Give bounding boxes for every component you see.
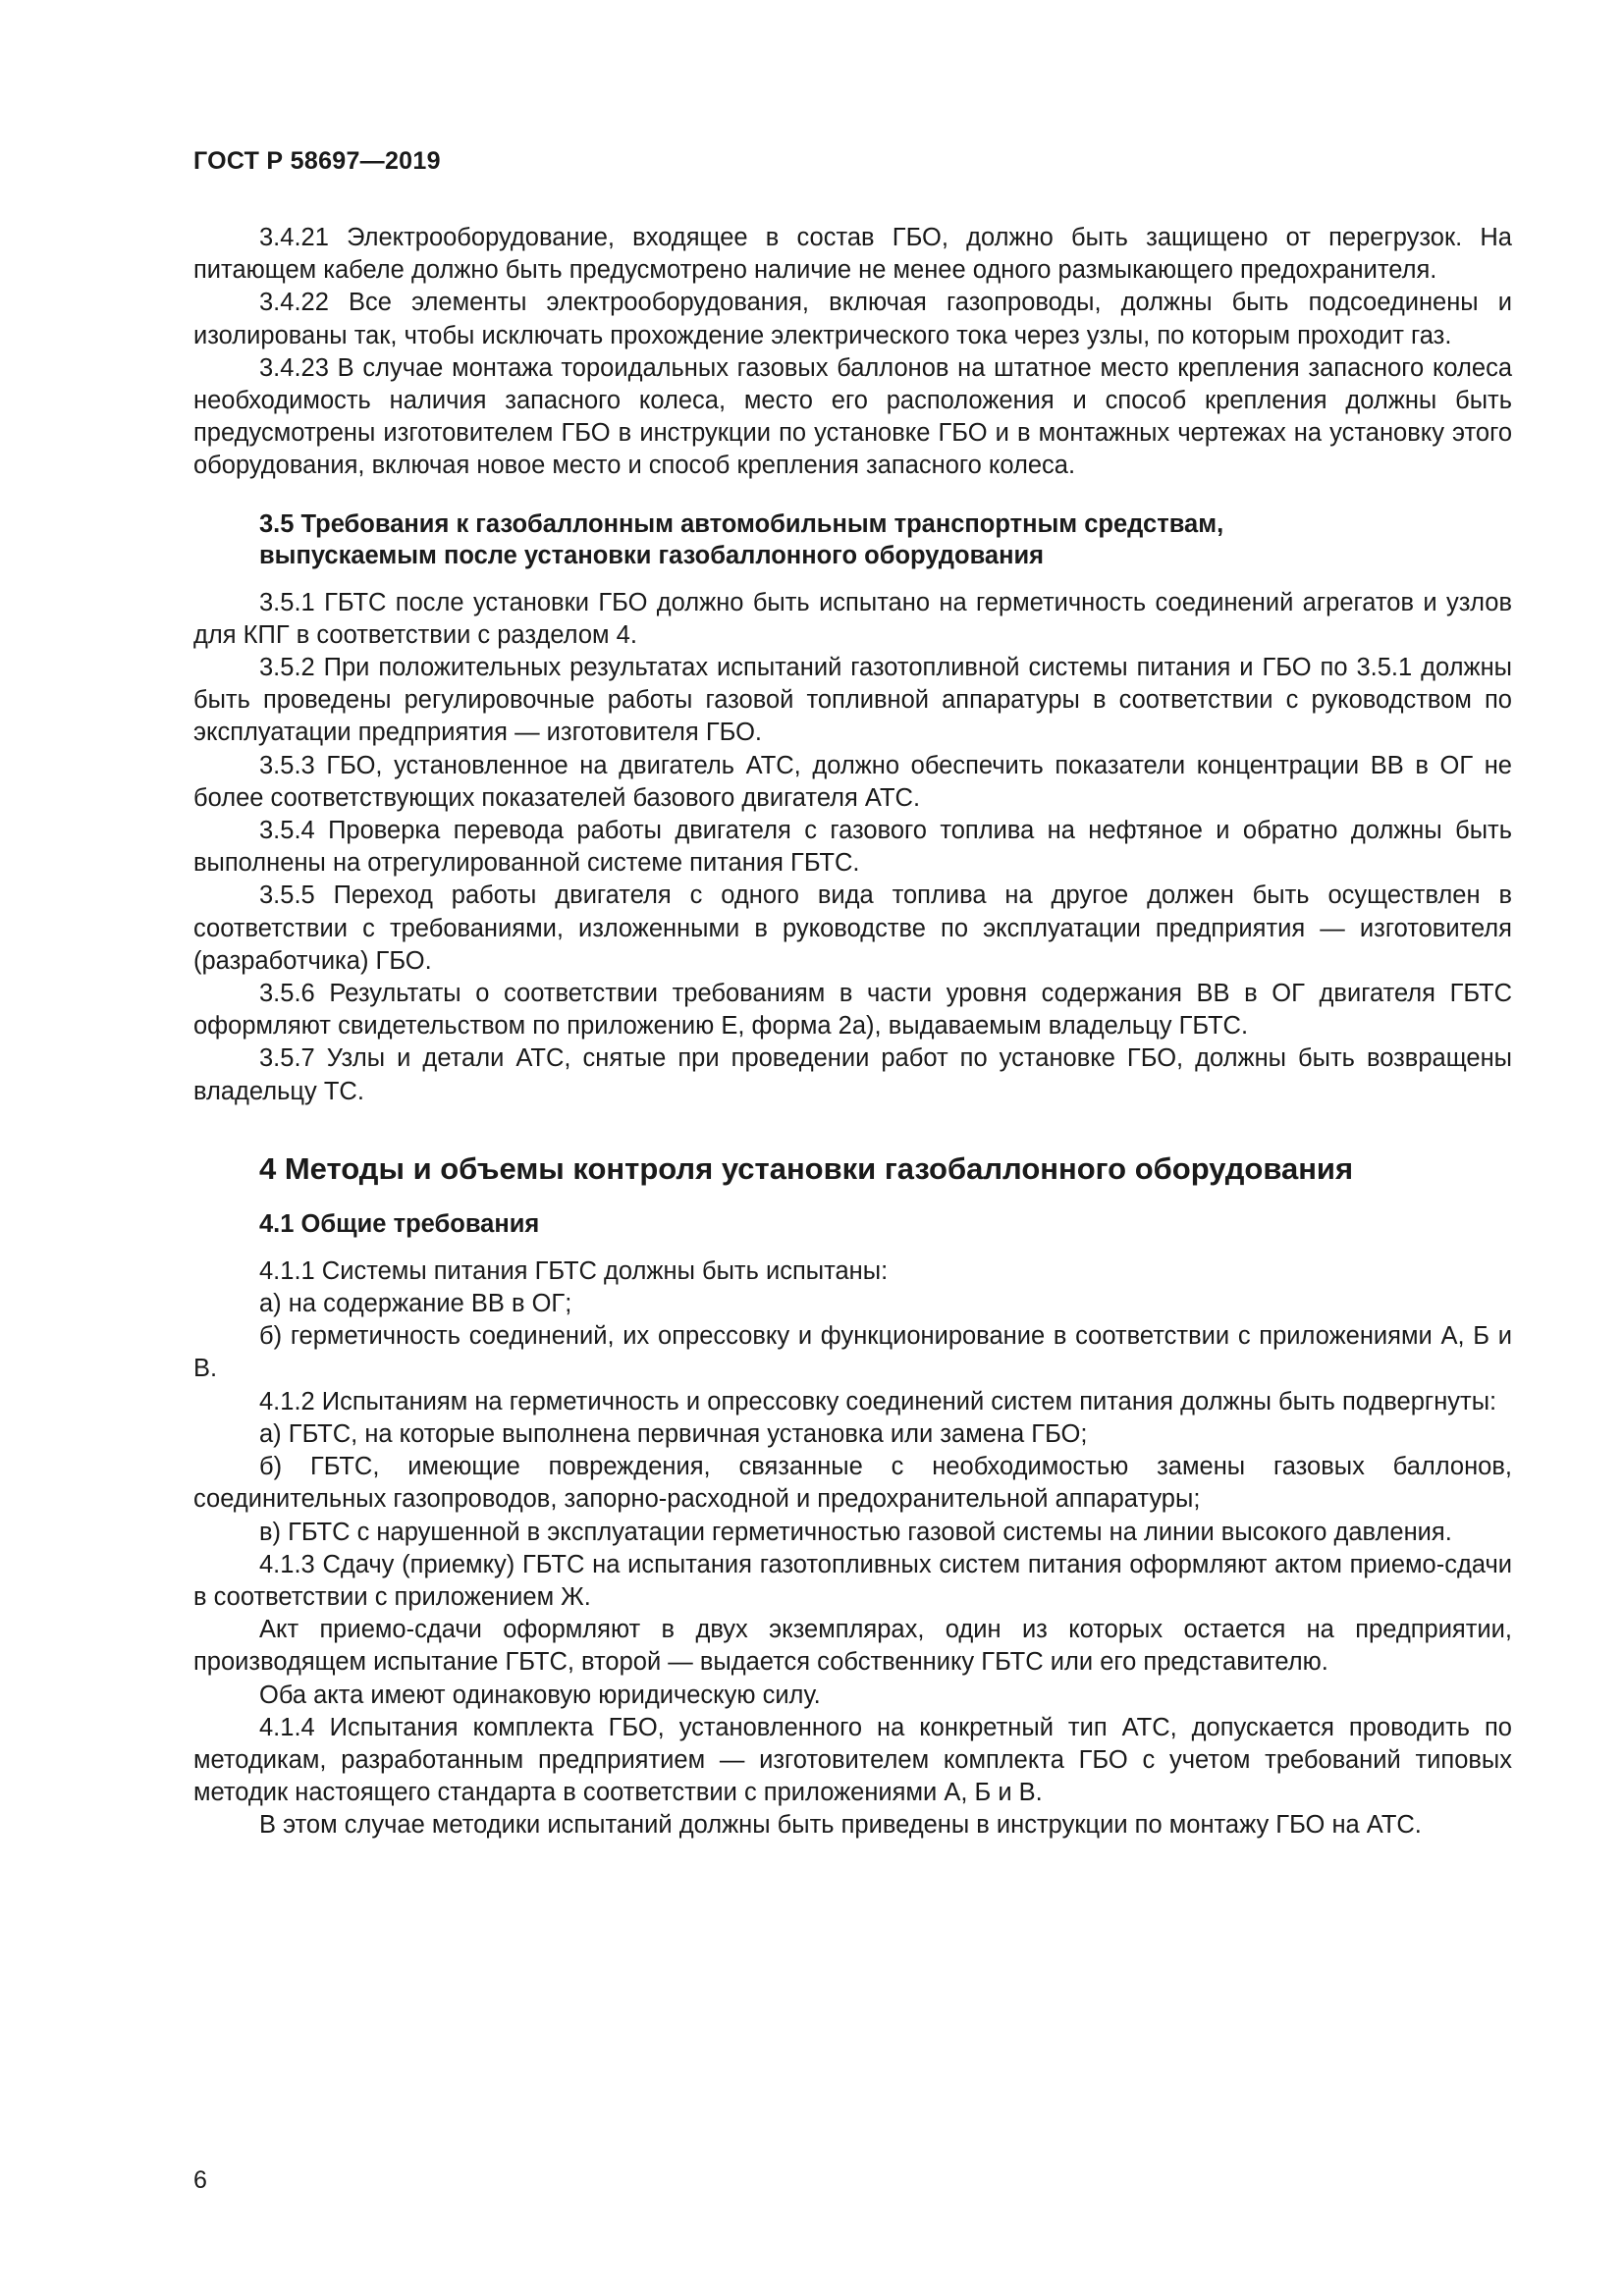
paragraph-3-5-6: 3.5.6 Результаты о соответствии требованиям в части уровня содержания ВВ в ОГ двигателя ГБТС оформляют свидетельством по приложению Е, форма 2а), выдаваемым владельцу ГБТС. — [193, 980, 1512, 1041]
page-number: 6 — [193, 2166, 207, 2194]
section-heading-3-5-line2: выпускаемым после установки газобаллонного оборудования — [259, 541, 1045, 569]
paragraph-4-1-2: 4.1.2 Испытаниям на герметичность и опрессовку соединений систем питания должны быть подвергнуты: — [259, 1387, 1497, 1415]
paragraph-4-1-1: 4.1.1 Системы питания ГБТС должны быть испытаны: — [259, 1256, 889, 1285]
section-heading-4: 4 Методы и объемы контроля установки газобаллонного оборудования — [259, 1150, 1354, 1186]
paragraph-4-1-3-force: Оба акта имеют одинаковую юридическую силу. — [259, 1681, 821, 1709]
paragraph-3-5-7: 3.5.7 Узлы и детали АТС, снятые при проведении работ по установке ГБО, должны быть возвращены владельцу ТС. — [193, 1044, 1512, 1105]
document-body — [193, 222, 1512, 1842]
list-item-4-1-2-a: а) ГБТС, на которые выполнена первичная установка или замена ГБО; — [259, 1419, 1088, 1448]
section-heading-4-1: 4.1 Общие требования — [259, 1209, 540, 1238]
list-item-4-1-2-b: б) ГБТС, имеющие повреждения, связанные с необходимостью замены газовых баллонов, соединительных газопроводов, запорно-расходной и предохранительной аппаратуры; — [193, 1453, 1512, 1514]
paragraph-3-5-4: 3.5.4 Проверка перевода работы двигателя с газового топлива на нефтяное и обратно должны быть выполнены на отрегулированной системе питания ГБТС. — [193, 817, 1512, 878]
section-heading-3-5-line1: 3.5 Требования к газобаллонным автомобильным транспортным средствам, — [259, 509, 1224, 538]
paragraph-3-5-2: 3.5.2 При положительных результатах испытаний газотопливной системы питания и ГБО по 3.5.1 должны быть проведены регулировочные работы газовой топливной аппаратуры в соответствии с руководством по эксплуатации предприятия — изготовителя ГБО. — [193, 654, 1512, 747]
paragraph-3-4-22: 3.4.22 Все элементы электрооборудования, включая газопроводы, должны быть подсоединены и изолированы так, чтобы исключать прохождение электрического тока через узлы, по которым проходит газ. — [193, 289, 1512, 349]
paragraph-3-4-23: 3.4.23 В случае монтажа тороидальных газовых баллонов на штатное место крепления запасного колеса необходимость наличия запасного колеса, место его расположения и способ крепления должны быть предусмотрены изготовителем ГБО в инструкции по установке ГБО и в монтажных чертежах на установку этого оборудования, включая новое место и способ крепления запасного колеса. — [193, 353, 1512, 480]
paragraph-4-1-4: 4.1.4 Испытания комплекта ГБО, установленного на конкретный тип АТС, допускается проводить по методикам, разработанным предприятием — изготовителем комплекта ГБО с учетом требований типовых методик настоящего стандарта в соответствии с приложениями А, Б и В. — [193, 1713, 1512, 1807]
paragraph-4-1-3-act: Акт приемо-сдачи оформляют в двух экземплярах, один из которых остается на предприятии, производящем испытание ГБТС, второй — выдается собственнику ГБТС или его представителю. — [193, 1616, 1512, 1677]
document-header: ГОСТ Р 58697—2019 — [193, 147, 441, 175]
paragraph-3-5-1: 3.5.1 ГБТС после установки ГБО должно быть испытано на герметичность соединений агрегатов и узлов для КПГ в соответствии с разделом 4. — [193, 588, 1512, 649]
list-item-4-1-2-c: в) ГБТС с нарушенной в эксплуатации герметичностью газовой системы на линии высокого давления. — [259, 1518, 1452, 1546]
section-heading-3-5 — [259, 508, 1512, 571]
list-item-4-1-1-b: б) герметичность соединений, их опрессовку и функционирование в соответствии с приложениями А, Б и В. — [193, 1322, 1512, 1383]
paragraph-3-4-21: 3.4.21 Электрооборудование, входящее в состав ГБО, должно быть защищено от перегрузок. На питающем кабеле должно быть предусмотрено наличие не менее одного размыкающего предохранителя. — [193, 224, 1512, 285]
paragraph-4-1-4-note: В этом случае методики испытаний должны быть приведены в инструкции по монтажу ГБО на АТС. — [259, 1811, 1422, 1840]
paragraph-3-5-3: 3.5.3 ГБО, установленное на двигатель АТС, должно обеспечить показатели концентрации ВВ в ОГ не более соответствующих показателей базового двигателя АТС. — [193, 751, 1512, 812]
list-item-4-1-1-a: а) на содержание ВВ в ОГ; — [259, 1290, 572, 1318]
paragraph-4-1-3: 4.1.3 Сдачу (приемку) ГБТС на испытания газотопливных систем питания оформляют актом приемо-сдачи в соответствии с приложением Ж. — [193, 1550, 1512, 1611]
paragraph-3-5-5: 3.5.5 Переход работы двигателя с одного вида топлива на другое должен быть осуществлен в соответствии с требованиями, изложенными в руководстве по эксплуатации предприятия — изготовителя (разработчика) ГБО. — [193, 881, 1512, 975]
